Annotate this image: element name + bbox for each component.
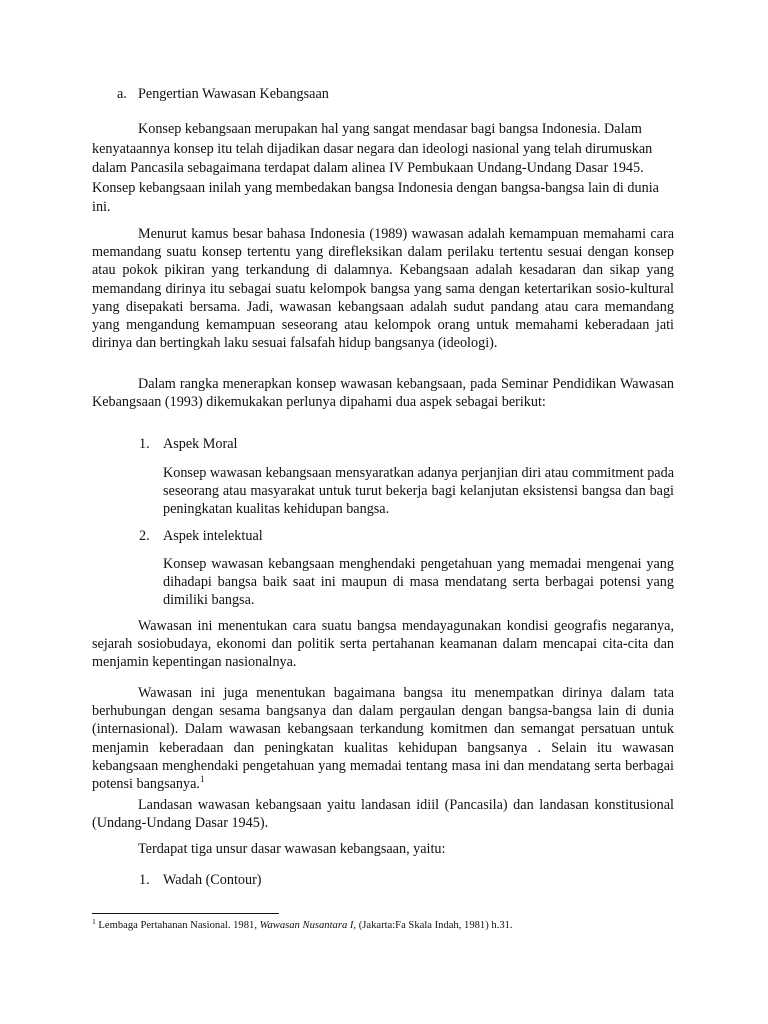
paragraph-unsur-dasar: Terdapat tiga unsur dasar wawasan kebangsaan, yaitu:: [138, 841, 446, 857]
footnote-reference: 1: [199, 774, 205, 785]
aspect-item-intelektual: [139, 528, 263, 545]
footnote-title: Wawasan Nusantara I: [259, 920, 354, 931]
aspect-number: 1.: [139, 436, 150, 452]
footnote: [92, 917, 513, 931]
footnote-number: 1: [92, 917, 96, 926]
footnote-text-after: , (Jakarta:Fa Skala Indah, 1981) h.31.: [353, 920, 513, 931]
element-number: 1.: [139, 872, 150, 888]
footnote-divider: [92, 913, 279, 914]
aspect-number: 2.: [139, 528, 150, 544]
section-heading-label: a.: [117, 86, 127, 102]
aspect-item-moral: [139, 436, 237, 453]
paragraph-geografis: Wawasan ini menentukan cara suatu bangsa mendayagunakan kondisi geografis negaranya, sejarah sosiobudaya, ekonomi dan politik serta pertahanan keamanan dalam mencapai cita-cita dan menjamin kepentingan nasionalnya.: [92, 618, 674, 671]
element-title: Wadah (Contour): [163, 872, 262, 888]
footnote-text-before: Lembaga Pertahanan Nasional. 1981,: [98, 920, 260, 931]
aspect-body-intelektual: Konsep wawasan kebangsaan menghendaki pengetahuan yang memadai mengenai yang dihadapi bangsa baik saat ini maupun di masa mendatang serta berbagai potensi yang dimiliki bangsa.: [163, 556, 674, 609]
paragraph-hubungan-bangsa: [92, 684, 674, 793]
paragraph-kamus-besar: Menurut kamus besar bahasa Indonesia (1989) wawasan adalah kemampuan memahami cara memandang suatu konsep tertentu yang direfleksikan dalam perilaku tertentu sesuai dengan konsep atau pokok pikiran yang terkandung di dalamnya. Kebangsaan adalah kesadaran dan sikap yang memandang dirinya itu sebagai suatu kelompok bangsa yang sama dengan ketertarikan sosio-kultural yang disepakati bersama. Jadi, wawasan kebangsaan adalah sudut pandang atau cara memandang yang mengandung kemampuan seseorang atau kelompok orang untuk memahami keberadaan jati dirinya dan bertingkah laku sesuai falsafah hidup bangsanya (ideologi).: [92, 226, 674, 352]
section-heading: [117, 86, 329, 103]
paragraph-seminar: Dalam rangka menerapkan konsep wawasan kebangsaan, pada Seminar Pendidikan Wawasan Kebangsaan (1993) dikemukakan perlunya dipahami dua aspek sebagai berikut:: [92, 376, 674, 411]
paragraph-hubungan-text: Wawasan ini juga menentukan bagaimana bangsa itu menempatkan dirinya dalam tata berhubungan dengan sesama bangsanya dan dalam pergaulan dengan bangsa-bangsa lain di dunia (internasional). Dalam wawasan kebangsaan terkandung komitmen dan semangat persatuan untuk menjamin keberadaan dan peningkatan kualitas kehidupan bangsanya . Selain itu wawasan kebangsaan menghendaki pengetahuan yang memadai tentang masa ini dan mendatang serta berbagai potensi bangsanya.: [92, 685, 674, 793]
paragraph-landasan: Landasan wawasan kebangsaan yaitu landasan idiil (Pancasila) dan landasan konstitusional (Undang-Undang Dasar 1945).: [92, 797, 674, 832]
paragraph-konsep-kebangsaan: Konsep kebangsaan merupakan hal yang sangat mendasar bagi bangsa Indonesia. Dalam kenyataannya konsep itu telah dijadikan dasar negara dan ideologi nasional yang telah dirumuskan dalam Pancasila sebagaimana terdapat dalam alinea IV Pembukaan Undang-Undang Dasar 1945. Konsep kebangsaan inilah yang membedakan bangsa Indonesia dengan bangsa-bangsa lain di dunia ini.: [92, 121, 659, 215]
aspect-title: Aspek Moral: [163, 436, 238, 452]
aspect-title: Aspek intelektual: [163, 528, 263, 544]
section-heading-text: Pengertian Wawasan Kebangsaan: [138, 86, 329, 102]
aspect-body-moral: Konsep wawasan kebangsaan mensyaratkan adanya perjanjian diri atau commitment pada seseorang atau masyarakat untuk turut bekerja bagi kelanjutan eksistensi bangsa dan bagi peningkatan kualitas kehidupan bangsa.: [163, 465, 674, 518]
element-item-wadah: [139, 872, 262, 889]
